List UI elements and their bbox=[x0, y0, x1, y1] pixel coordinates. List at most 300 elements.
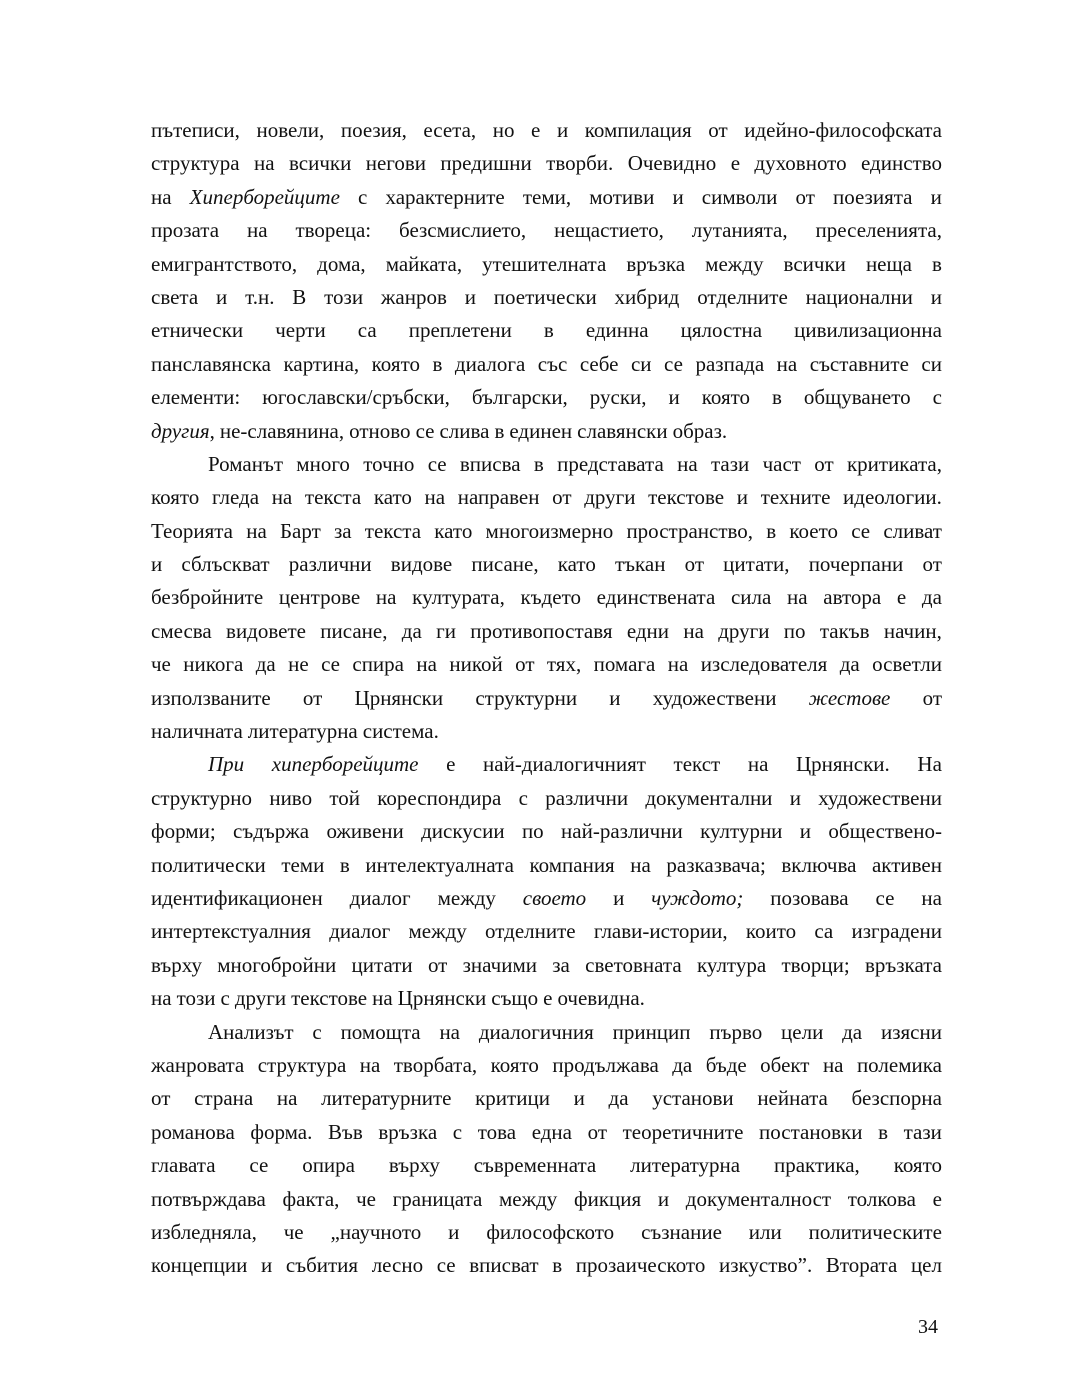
word: майката, bbox=[385, 251, 463, 276]
word: или bbox=[748, 1219, 782, 1244]
word: черти bbox=[275, 318, 326, 343]
word: Црнянски. bbox=[795, 752, 890, 777]
word: които bbox=[745, 919, 797, 944]
word: лесно bbox=[371, 1253, 424, 1278]
word: другия bbox=[151, 418, 210, 443]
word: диалог bbox=[329, 919, 391, 944]
word: утешителната bbox=[482, 251, 607, 276]
word: която bbox=[893, 1153, 942, 1178]
word: жестове bbox=[808, 685, 891, 710]
word: цели bbox=[781, 1019, 824, 1044]
word: и bbox=[930, 184, 942, 209]
word: никога bbox=[183, 652, 244, 677]
text-line bbox=[151, 248, 942, 281]
word: в bbox=[771, 385, 782, 410]
word: фикция bbox=[573, 1186, 642, 1211]
word: оживени bbox=[326, 819, 404, 844]
text-line bbox=[151, 515, 942, 548]
word: факта, bbox=[282, 1186, 340, 1211]
word: се bbox=[436, 1253, 456, 1278]
word: първо bbox=[709, 1019, 763, 1044]
word: е bbox=[730, 151, 741, 176]
word: предишни bbox=[440, 151, 532, 176]
word: и bbox=[789, 785, 801, 810]
word: „научното bbox=[330, 1219, 422, 1244]
word: с bbox=[358, 184, 368, 209]
word: главата bbox=[151, 1153, 216, 1178]
word: световната bbox=[585, 952, 682, 977]
word: постановки bbox=[759, 1119, 863, 1144]
word: част bbox=[762, 451, 801, 476]
word: като bbox=[373, 485, 412, 510]
word: дискусии bbox=[421, 819, 505, 844]
word: структура bbox=[257, 1052, 347, 1077]
text-line bbox=[151, 648, 942, 681]
text-line bbox=[151, 1149, 942, 1182]
body-text bbox=[151, 114, 942, 1283]
word: интертекстуалния bbox=[151, 919, 311, 944]
word: с bbox=[220, 986, 230, 1011]
word: в bbox=[533, 451, 544, 476]
text-line bbox=[151, 682, 942, 715]
text-line bbox=[151, 849, 942, 882]
word: за bbox=[552, 952, 570, 977]
word: и bbox=[448, 1219, 460, 1244]
word: и bbox=[609, 685, 621, 710]
word: на bbox=[683, 618, 704, 643]
word: художествени bbox=[818, 785, 942, 810]
word: от bbox=[427, 952, 448, 977]
word: си bbox=[921, 351, 942, 376]
word: от bbox=[922, 685, 942, 710]
word: политически bbox=[151, 852, 266, 877]
word: пространство, bbox=[626, 518, 754, 543]
word: характерните bbox=[385, 184, 505, 209]
word: жанровата bbox=[151, 1052, 245, 1077]
word: че bbox=[356, 1186, 376, 1211]
word: теми, bbox=[522, 184, 572, 209]
word: са bbox=[357, 318, 377, 343]
text-line bbox=[151, 1216, 942, 1249]
word: опира bbox=[302, 1153, 355, 1178]
word: философското bbox=[486, 1219, 615, 1244]
word: в bbox=[932, 251, 942, 276]
word: система. bbox=[362, 719, 439, 744]
word: писане, bbox=[320, 618, 388, 643]
word: използваните bbox=[151, 685, 271, 710]
word: диалог bbox=[349, 885, 411, 910]
word: в bbox=[432, 351, 443, 376]
text-line bbox=[151, 114, 942, 147]
word: на bbox=[276, 1086, 298, 1111]
word: спира bbox=[352, 652, 404, 677]
word: в bbox=[543, 318, 554, 343]
word: осветли bbox=[872, 652, 942, 677]
text-line bbox=[151, 1183, 942, 1216]
text-line bbox=[151, 1049, 942, 1082]
word: изясни bbox=[880, 1019, 942, 1044]
word: този bbox=[324, 284, 364, 309]
word: от bbox=[814, 451, 834, 476]
word: общуването bbox=[803, 385, 911, 410]
word: разказвача; bbox=[666, 852, 766, 877]
word: поезия, bbox=[340, 118, 407, 142]
word: и bbox=[736, 485, 749, 510]
word: структурни bbox=[475, 685, 578, 710]
text-line bbox=[151, 615, 942, 648]
word: художествени bbox=[652, 685, 777, 710]
word: всички bbox=[783, 251, 846, 276]
word: сила bbox=[730, 585, 772, 610]
word: избледняла, bbox=[151, 1219, 257, 1244]
paragraph bbox=[151, 1016, 942, 1283]
word: интелектуалната bbox=[365, 852, 514, 877]
word: активен bbox=[871, 852, 942, 877]
word: Црнянски bbox=[397, 986, 487, 1011]
word: теми bbox=[281, 852, 325, 877]
word: компания bbox=[529, 852, 615, 877]
word: вписва bbox=[459, 451, 521, 476]
word: противопоставя bbox=[470, 618, 613, 643]
word: продължава bbox=[552, 1052, 659, 1077]
word: тъкан bbox=[614, 552, 666, 577]
word: той bbox=[329, 785, 360, 810]
word: документалност bbox=[685, 1186, 832, 1211]
word: точно bbox=[363, 451, 415, 476]
word: представата bbox=[557, 451, 664, 476]
word: прозата bbox=[151, 218, 220, 243]
word: национални bbox=[805, 284, 913, 309]
word: смесва bbox=[151, 618, 212, 643]
word: на bbox=[151, 986, 172, 1011]
word: на bbox=[246, 218, 268, 243]
word: центрове bbox=[278, 585, 361, 610]
word: на bbox=[416, 652, 437, 677]
word: обект bbox=[760, 1052, 810, 1077]
word: прозаическото bbox=[575, 1253, 706, 1278]
word: на bbox=[921, 885, 942, 910]
word: творци; bbox=[781, 952, 850, 977]
word: и bbox=[930, 284, 942, 309]
word: форми; bbox=[151, 819, 216, 844]
word: , bbox=[209, 418, 215, 443]
word: от bbox=[515, 652, 535, 677]
paragraph bbox=[151, 448, 942, 749]
word: творби. bbox=[546, 151, 614, 176]
word: гледа bbox=[211, 485, 260, 510]
word: хиперборейците bbox=[271, 752, 419, 777]
word: включва bbox=[781, 852, 857, 877]
text-line bbox=[151, 548, 942, 581]
word: да bbox=[921, 585, 942, 610]
page-number: 34 bbox=[918, 1316, 938, 1338]
word: критиката, bbox=[846, 451, 942, 476]
word: е bbox=[543, 986, 553, 1011]
word: цитати bbox=[351, 952, 413, 977]
word: с bbox=[452, 1119, 463, 1144]
word: разпада bbox=[695, 351, 765, 376]
text-line bbox=[151, 882, 942, 915]
word: преселенията, bbox=[815, 218, 942, 243]
text-line bbox=[151, 581, 942, 614]
word: страна bbox=[194, 1086, 254, 1111]
word: практика, bbox=[773, 1153, 860, 1178]
word: символи bbox=[701, 184, 778, 209]
word: видове bbox=[390, 552, 453, 577]
word: текст bbox=[673, 752, 721, 777]
word: текстове bbox=[291, 986, 368, 1011]
word: такъв bbox=[819, 618, 870, 643]
word: си bbox=[630, 351, 652, 376]
word: се bbox=[249, 1153, 269, 1178]
word: на bbox=[667, 652, 689, 677]
word: етнически bbox=[151, 318, 244, 343]
word: цивилизационна bbox=[794, 318, 942, 343]
word: и bbox=[556, 118, 569, 142]
word: между bbox=[408, 919, 467, 944]
word: дома, bbox=[317, 251, 366, 276]
word: толкова bbox=[847, 1186, 916, 1211]
word: Хиперборейците bbox=[189, 184, 340, 209]
word: структура bbox=[151, 151, 240, 176]
word: руски, bbox=[589, 385, 647, 410]
text-line bbox=[151, 181, 942, 214]
word: на bbox=[271, 485, 293, 510]
word: В bbox=[292, 284, 307, 309]
word: Във bbox=[328, 1119, 363, 1144]
word: панславянска bbox=[151, 351, 271, 376]
word: бъде bbox=[705, 1052, 747, 1077]
word: неща bbox=[865, 251, 912, 276]
word: При bbox=[208, 752, 245, 777]
text-line bbox=[151, 214, 942, 247]
word: със bbox=[537, 351, 568, 376]
text-line bbox=[151, 348, 942, 381]
word: съзнание bbox=[641, 1219, 722, 1244]
word: на bbox=[787, 585, 808, 610]
word: единство bbox=[860, 151, 942, 176]
word: есета, bbox=[423, 118, 477, 142]
word: своето bbox=[522, 885, 587, 910]
word: видовете bbox=[226, 618, 306, 643]
word: и bbox=[613, 885, 625, 910]
word: връзка bbox=[626, 251, 686, 276]
word: автора bbox=[823, 585, 882, 610]
word: всички bbox=[288, 151, 352, 176]
word: емигрантството, bbox=[151, 251, 298, 276]
word: поезията bbox=[832, 184, 913, 209]
word: поетически bbox=[493, 284, 597, 309]
word: помага bbox=[593, 652, 656, 677]
word: културата, bbox=[412, 585, 505, 610]
word: твореца: bbox=[295, 218, 372, 243]
word: но bbox=[492, 118, 515, 142]
word: начин, bbox=[883, 618, 942, 643]
text-line bbox=[151, 982, 942, 1015]
word: текстове bbox=[648, 485, 725, 510]
text-line bbox=[151, 314, 942, 347]
word: връзка bbox=[378, 1119, 438, 1144]
word: наличната bbox=[151, 719, 243, 744]
word: единствената bbox=[596, 585, 716, 610]
word: различни bbox=[288, 552, 372, 577]
word: направен bbox=[457, 485, 540, 510]
word: на bbox=[372, 986, 393, 1011]
word: техните bbox=[760, 485, 831, 510]
word: се bbox=[875, 885, 895, 910]
word: с bbox=[932, 385, 942, 410]
word: романова bbox=[151, 1119, 235, 1144]
word: връзката bbox=[864, 952, 942, 977]
word: от bbox=[151, 1086, 171, 1111]
word: Барт bbox=[279, 518, 321, 543]
word: изкуство”. bbox=[718, 1253, 813, 1278]
word: потвърждава bbox=[151, 1186, 266, 1211]
word: идеологии. bbox=[843, 485, 942, 510]
word: литературна bbox=[247, 719, 358, 744]
word: не-славянина, bbox=[219, 418, 345, 443]
word: лутанията, bbox=[691, 218, 788, 243]
word: върху bbox=[388, 1153, 440, 1178]
word: от bbox=[708, 118, 728, 142]
word: на bbox=[375, 585, 397, 610]
word: на bbox=[822, 1052, 844, 1077]
word: която bbox=[490, 1052, 539, 1077]
word: новели, bbox=[256, 118, 325, 142]
word: жанров bbox=[380, 284, 447, 309]
word: ги bbox=[436, 618, 456, 643]
word: идейно-философската bbox=[744, 118, 942, 142]
word: други bbox=[234, 986, 287, 1011]
word: картина, bbox=[283, 351, 360, 376]
word: концепции bbox=[151, 1253, 248, 1278]
word: където bbox=[520, 585, 581, 610]
word: хибрид bbox=[614, 284, 680, 309]
word: Црнянски bbox=[354, 685, 444, 710]
word: се bbox=[664, 351, 683, 376]
word: да bbox=[401, 618, 422, 643]
word: и bbox=[672, 184, 684, 209]
word: на bbox=[151, 184, 172, 209]
text-line bbox=[151, 415, 942, 448]
word: в bbox=[552, 1253, 563, 1278]
word: тази bbox=[903, 1119, 942, 1144]
word: образ. bbox=[672, 418, 728, 443]
text-line bbox=[151, 1082, 942, 1115]
word: славянски bbox=[577, 418, 668, 443]
word: цел bbox=[910, 1253, 942, 1278]
word: е bbox=[446, 752, 456, 777]
word: т.н. bbox=[245, 284, 275, 309]
word: текста bbox=[304, 485, 362, 510]
word: безсмислието, bbox=[399, 218, 527, 243]
word: в bbox=[494, 418, 505, 443]
text-line bbox=[151, 381, 942, 414]
paragraph bbox=[151, 114, 942, 448]
word: безспорна bbox=[851, 1086, 942, 1111]
word: диалогичния bbox=[478, 1019, 594, 1044]
text-line bbox=[151, 281, 942, 314]
word: нещастието, bbox=[554, 218, 664, 243]
word: многоизмерно bbox=[485, 518, 614, 543]
word: чуждото; bbox=[651, 885, 744, 910]
word: е bbox=[932, 1186, 942, 1211]
text-line bbox=[151, 1116, 942, 1149]
word: Очевидно bbox=[627, 151, 717, 176]
word: и bbox=[799, 819, 812, 844]
word: сливат bbox=[883, 518, 942, 543]
word: на bbox=[677, 451, 698, 476]
word: Втората bbox=[825, 1253, 898, 1278]
word: други bbox=[718, 618, 770, 643]
word: политическите bbox=[808, 1219, 942, 1244]
word: събития bbox=[285, 1253, 359, 1278]
word: очевидна. bbox=[557, 986, 645, 1011]
word: на bbox=[630, 852, 651, 877]
text-line bbox=[151, 715, 942, 748]
word: на bbox=[359, 1052, 381, 1077]
word: многобройни bbox=[217, 952, 337, 977]
word: Анализът bbox=[208, 1019, 294, 1044]
word: в bbox=[766, 518, 777, 543]
word: съдържа bbox=[233, 819, 310, 844]
word: и bbox=[216, 284, 228, 309]
word: с bbox=[518, 785, 528, 810]
word: в bbox=[339, 852, 350, 877]
word: да bbox=[842, 1019, 863, 1044]
paragraph bbox=[151, 748, 942, 1015]
word: култура bbox=[696, 952, 767, 977]
word: от bbox=[302, 685, 323, 710]
word: позовава bbox=[770, 885, 849, 910]
word: също bbox=[491, 986, 539, 1011]
text-line bbox=[151, 1249, 942, 1282]
text-line bbox=[151, 915, 942, 948]
word: сблъскват bbox=[181, 552, 270, 577]
word: единен bbox=[509, 418, 573, 443]
word: себе bbox=[579, 351, 619, 376]
word: между bbox=[705, 251, 764, 276]
word: не bbox=[288, 652, 309, 677]
word: културни bbox=[700, 819, 783, 844]
word: слива bbox=[439, 418, 490, 443]
word: едни bbox=[626, 618, 670, 643]
word: критици bbox=[475, 1086, 550, 1111]
word: почерпани bbox=[808, 552, 904, 577]
word: с bbox=[312, 1019, 322, 1044]
word: идентификационен bbox=[151, 885, 323, 910]
word: която bbox=[371, 351, 420, 376]
word: на bbox=[776, 351, 798, 376]
word: български, bbox=[471, 385, 568, 410]
word: тях, bbox=[546, 652, 582, 677]
word: преплетени bbox=[408, 318, 512, 343]
word: по bbox=[783, 618, 806, 643]
word: вписват bbox=[469, 1253, 539, 1278]
word: цитати, bbox=[723, 552, 790, 577]
word: писане, bbox=[471, 552, 539, 577]
word: и bbox=[261, 1253, 273, 1278]
word: че bbox=[283, 1219, 304, 1244]
word: е bbox=[896, 585, 907, 610]
word: творбата, bbox=[393, 1052, 478, 1077]
word: установи bbox=[652, 1086, 734, 1111]
word: принцип bbox=[612, 1019, 691, 1044]
word: като bbox=[434, 518, 473, 543]
word: пътеписи, bbox=[151, 118, 240, 142]
word: от bbox=[795, 184, 815, 209]
word: по bbox=[521, 819, 544, 844]
